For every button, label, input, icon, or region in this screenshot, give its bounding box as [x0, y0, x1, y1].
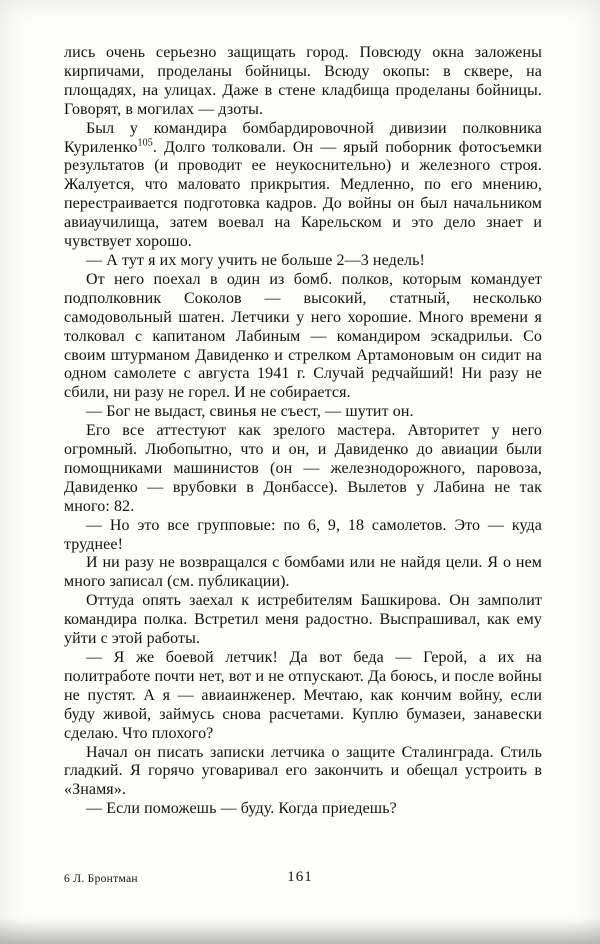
- paragraph: [64, 120, 542, 252]
- paragraph: От него поехал в один из бомб. полков, которым командует подполковник Соколов — высокий, статный, несколько самодовольный шатен. Летчики у него хорошие. Много времени я толковал с капитаном Лабиным — командиром эскадрильи. Со своим штурманом Давиденко и стрелком Артамоновым он сидит на одном самолете с августа 1941 г. Случай редчайший! Ни разу не сбили, ни разу не горел. И не собирается.: [64, 270, 542, 402]
- paragraph-text: . Долго толковали. Он — ярый поборник фотосъемки результатов (и проводит ее неукоснительно) и железного строя. Жалуется, что маловато прикрытия. Медленно, по его мнению, перестраивается подготовка кадров. До войны он был начальником авиаучилища, затем воевал на Карельском и это дело знает и чувствует хорошо.: [64, 138, 542, 251]
- footnote-marker: 105: [137, 137, 153, 149]
- paragraph-dialogue: — Если поможешь — буду. Когда приедешь?: [86, 800, 397, 818]
- paragraph-dialogue: — Бог не выдаст, свинья не съест, — шутит он.: [86, 403, 414, 421]
- paragraph-dialogue: — Я же боевой летчик! Да вот беда — Герой, а их на политработе почти нет, вот и не отпускают. Да боюсь, и после войны не пустят. А я — авиаинженер. Мечтаю, как кончим войну, если буду живой, займусь снова расчетами. Куплю бумазеи, занавески сделаю. Что плохого?: [64, 649, 542, 742]
- paragraph: Начал он писать записки летчика о защите Сталинграда. Стиль гладкий. Я горячо уговаривал его закончить и обещал устроить в «Знамя».: [64, 743, 542, 799]
- paragraph: И ни разу не возвращался с бомбами или не найдя цели. Я о нем много записал (см. публикации).: [64, 554, 542, 591]
- paragraph-dialogue: — Но это все групповые: по 6, 9, 18 самолетов. Это — куда труднее!: [64, 516, 542, 553]
- page-number: 161: [287, 869, 313, 885]
- print-signature: 6 Л. Бронтман: [64, 873, 138, 885]
- text-block: [64, 44, 542, 819]
- paragraph: Его все аттестуют как зрелого мастера. Авторитет у него огромный. Любопытно, что и он, и Давиденко до авиации были помощниками машинистов (он — железнодорожного, паровоза, Давиденко — врубовки в Донбассе). Вылетов у Лабина не так много: 82.: [64, 422, 542, 515]
- paragraph-text: Был у командира бомбардировочной дивизии полковника Куриленко: [64, 119, 542, 156]
- paragraph-dialogue: — А тут я их могу учить не больше 2—3 недель!: [86, 251, 425, 269]
- paragraph: лись очень серьезно защищать город. Повсюду окна заложены кирпичами, проделаны бойницы. Всюду окопы: в сквере, на площадях, на улицах. Даже в стене кладбища проделаны бойницы. Говорят, в могилах — дзоты.: [64, 44, 542, 118]
- paragraph: Оттуда опять заехал к истребителям Башкирова. Он замполит командира полка. Встретил меня радостно. Выспрашивал, как ему уйти с этой работы.: [64, 592, 542, 648]
- page-footer: [0, 869, 600, 891]
